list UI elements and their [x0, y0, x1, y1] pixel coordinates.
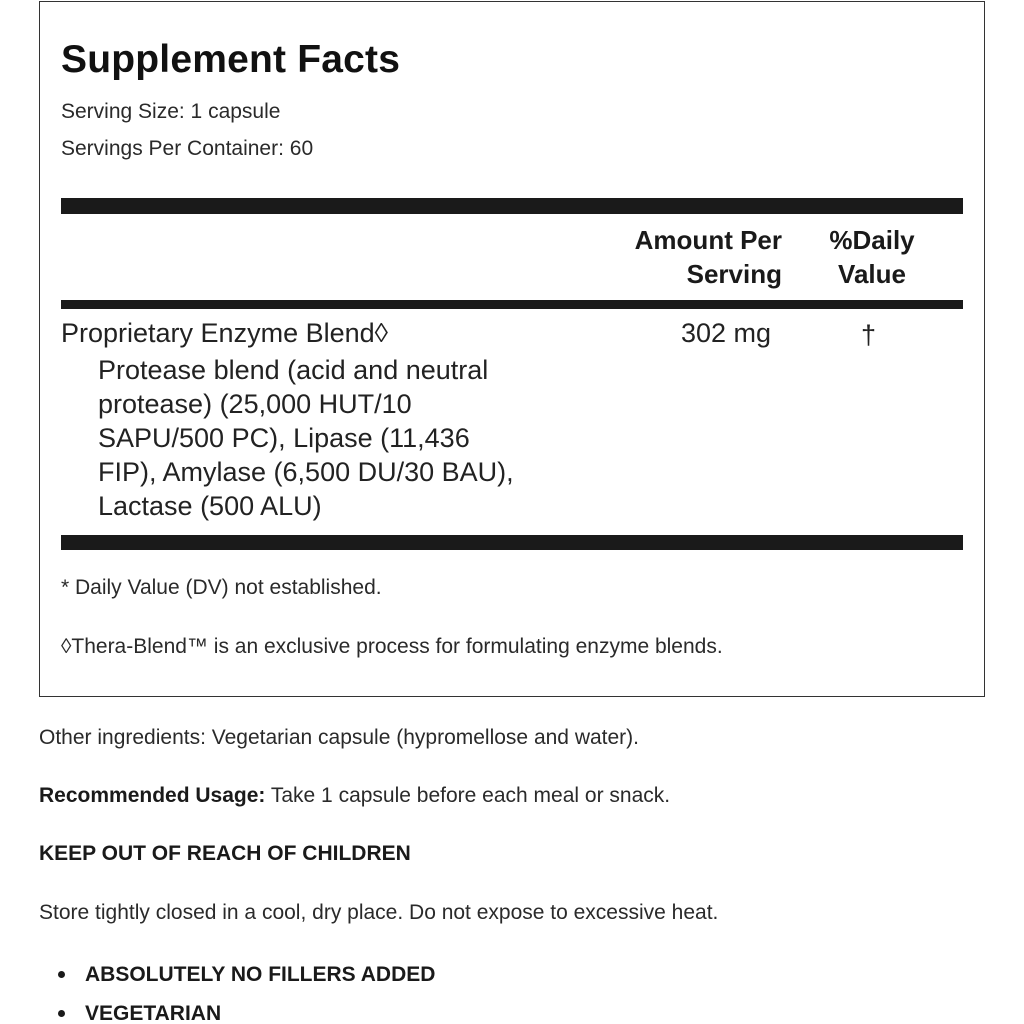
list-item-text: VEGETARIAN [85, 1001, 222, 1024]
detail-line: FIP), Amylase (6,500 DU/30 BAU), [98, 457, 514, 487]
ingredient-name: Proprietary Enzyme Blend◊ [61, 318, 388, 348]
divider-thick-top [61, 198, 963, 214]
detail-line: SAPU/500 PC), Lipase (11,436 [98, 423, 470, 453]
supplement-facts-panel [39, 1, 985, 697]
bullet-icon [58, 1010, 65, 1017]
footnote-thera-blend: ◊Thera-Blend™ is an exclusive process for formulating enzyme blends. [61, 635, 723, 658]
footnote-daily-value: * Daily Value (DV) not established. [61, 576, 382, 599]
list-item [58, 955, 435, 994]
ingredient-amount: 302 mg [681, 318, 772, 348]
usage-text: Take 1 capsule before each meal or snack. [265, 784, 671, 807]
amount-header-line2: Serving [686, 259, 782, 289]
recommended-usage [39, 784, 670, 808]
usage-label: Recommended Usage: [39, 784, 266, 807]
list-item-text: ABSOLUTELY NO FILLERS ADDED [85, 962, 436, 986]
divider-medium [61, 300, 963, 309]
panel-title: Supplement Facts [61, 38, 401, 81]
feature-list [58, 955, 435, 1024]
bullet-icon [58, 971, 65, 978]
servings-per-container: Servings Per Container: 60 [61, 137, 314, 160]
dv-header-line1: %Daily [829, 225, 915, 255]
ingredient-daily-value: † [861, 320, 877, 350]
detail-line: Lactase (500 ALU) [98, 491, 322, 521]
serving-size: Serving Size: 1 capsule [61, 100, 281, 123]
list-item [58, 994, 435, 1024]
amount-header-line1: Amount Per [634, 225, 782, 255]
detail-line: Protease blend (acid and neutral [98, 355, 489, 385]
ingredient-detail [98, 353, 578, 523]
child-warning: KEEP OUT OF REACH OF CHILDREN [39, 842, 411, 865]
divider-thick-bottom [61, 535, 963, 550]
other-ingredients: Other ingredients: Vegetarian capsule (hypromellose and water). [39, 726, 639, 749]
dv-header-line2: Value [838, 259, 906, 289]
amount-per-serving-header [582, 223, 782, 291]
storage-instructions: Store tightly closed in a cool, dry place. Do not expose to excessive heat. [39, 901, 719, 924]
daily-value-header [810, 223, 934, 291]
detail-line: protease) (25,000 HUT/10 [98, 389, 412, 419]
